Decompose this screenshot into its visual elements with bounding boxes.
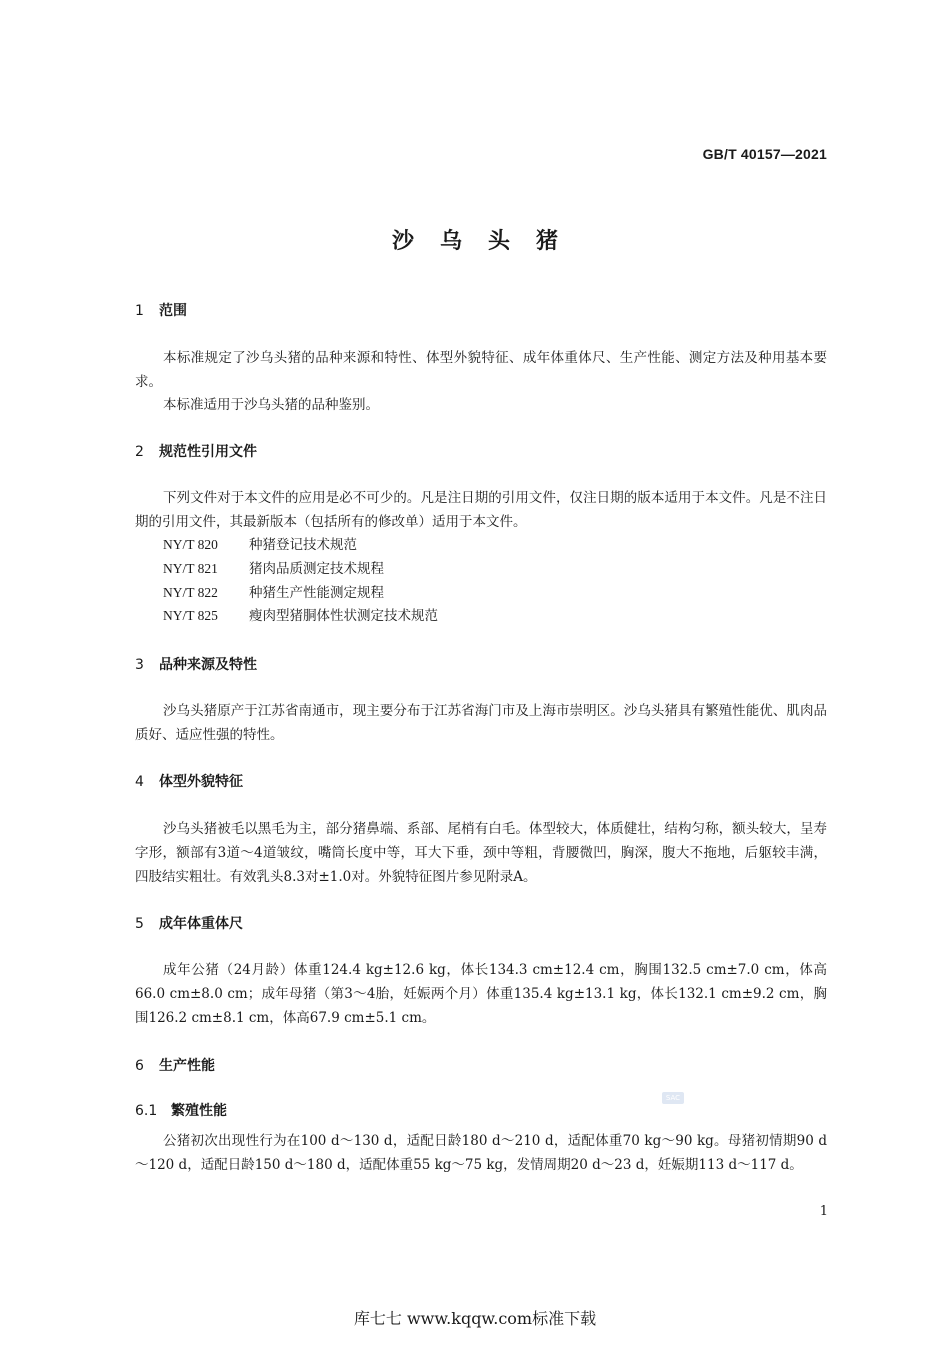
section-2-heading: [135, 441, 257, 461]
section-title: 生产性能: [159, 1058, 215, 1074]
section-number: 1: [135, 303, 144, 319]
section-1-heading: [135, 300, 187, 320]
section-number: 2: [135, 444, 144, 460]
section-4-heading: [135, 771, 243, 791]
section-1-paragraph-2: 本标准适用于沙乌头猪的品种鉴别。: [163, 397, 379, 413]
page-number: 1: [819, 1204, 828, 1219]
section-title: 成年体重体尺: [159, 916, 243, 932]
subsection-6-1-heading: [135, 1100, 227, 1120]
sac-watermark: SAC: [662, 1092, 684, 1104]
section-5-paragraph-1: 成年公猪（24月龄）体重124.4 kg±12.6 kg，体长134.3 cm±12.4 cm，胸围132.5 cm±7.0 cm，体高66.0 cm±8.0 cm；成年母猪（第3～4胎，妊娠两个月）体重135.4 kg±13.1 kg，体长132.1 cm±9.2 cm，胸围126.2 cm±8.1 cm，体高67.9 cm±5.1 cm。: [135, 962, 827, 1026]
section-5-heading: [135, 913, 243, 933]
reference-code: NY/T 821: [163, 561, 218, 576]
reference-code: NY/T 820: [163, 537, 218, 552]
section-2-paragraph-1: 下列文件对于本文件的应用是必不可少的。凡是注日期的引用文件，仅注日期的版本适用于本文件。凡是不注日期的引用文件，其最新版本（包括所有的修改单）适用于本文件。: [135, 490, 827, 530]
section-3-heading: [135, 654, 257, 674]
section-6-heading: [135, 1055, 215, 1075]
reference-code: NY/T 825: [163, 608, 218, 623]
section-title: 范围: [159, 303, 187, 319]
section-1-paragraph-1: 本标准规定了沙乌头猪的品种来源和特性、体型外貌特征、成年体重体尺、生产性能、测定方法及种用基本要求。: [135, 350, 827, 390]
reference-item: [163, 533, 357, 557]
standard-number: GB/T 40157—2021: [702, 146, 827, 162]
section-number: 5: [135, 916, 144, 932]
reference-item: [163, 604, 438, 628]
page-title: 沙乌头猪: [391, 229, 584, 254]
subsection-number: 6.1: [135, 1103, 158, 1119]
reference-title: 种猪登记技术规范: [249, 537, 357, 553]
section-title: 规范性引用文件: [159, 444, 257, 460]
section-title: 体型外貌特征: [159, 774, 243, 790]
section-number: 6: [135, 1058, 144, 1074]
reference-item: [163, 581, 384, 605]
download-footer: 库七七 www.kqqw.com标准下载: [353, 1309, 597, 1328]
section-number: 4: [135, 774, 144, 790]
reference-title: 瘦肉型猪胴体性状测定技术规范: [249, 608, 438, 624]
section-3-paragraph-1: 沙乌头猪原产于江苏省南通市，现主要分布于江苏省海门市及上海市崇明区。沙乌头猪具有繁殖性能优、肌肉品质好、适应性强的特性。: [135, 703, 827, 743]
subsection-6-1-paragraph-1: 公猪初次出现性行为在100 d～130 d，适配日龄180 d～210 d，适配体重70 kg～90 kg。母猪初情期90 d～120 d，适配日龄150 d～180 d，适配体重55 kg～75 kg，发情周期20 d～23 d，妊娠期113 d～117 d。: [135, 1133, 827, 1173]
reference-code: NY/T 822: [163, 585, 218, 600]
section-title: 品种来源及特性: [159, 657, 257, 673]
subsection-title: 繁殖性能: [171, 1103, 227, 1119]
reference-title: 猪肉品质测定技术规程: [249, 561, 384, 577]
section-number: 3: [135, 657, 144, 673]
reference-item: [163, 557, 384, 581]
section-4-paragraph-1: 沙乌头猪被毛以黑毛为主，部分猪鼻端、系部、尾梢有白毛。体型较大，体质健壮，结构匀称，额头较大，呈寿字形，额部有3道～4道皱纹，嘴筒长度中等，耳大下垂，颈中等粗，背腰微凹，胸深，腹大不拖地，后躯较丰满，四肢结实粗壮。有效乳头8.3对±1.0对。外貌特征图片参见附录A。: [135, 821, 827, 885]
reference-title: 种猪生产性能测定规程: [249, 585, 384, 601]
